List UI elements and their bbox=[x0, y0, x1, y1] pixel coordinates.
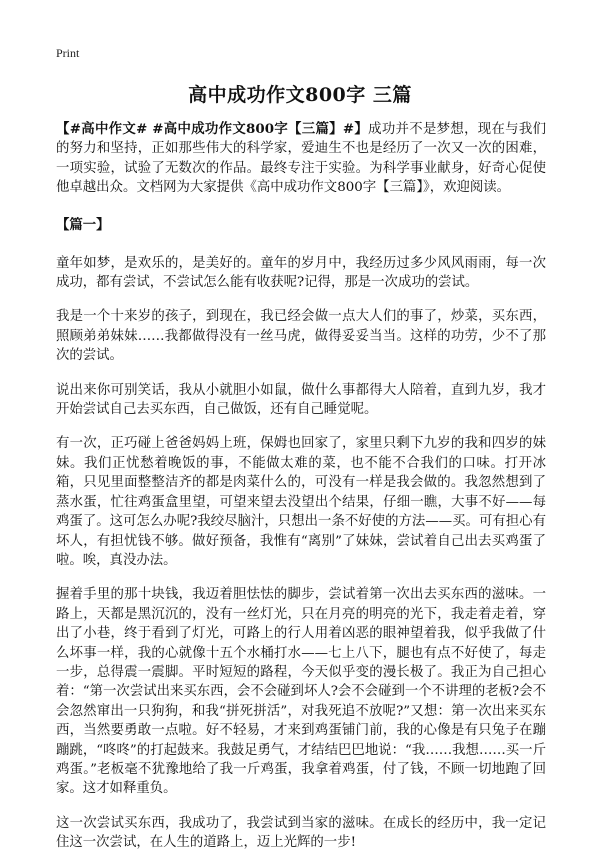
intro-paragraph bbox=[56, 120, 546, 198]
article-body bbox=[56, 120, 546, 868]
print-label: Print bbox=[56, 46, 80, 60]
page-title: 高中成功作文800字 三篇 bbox=[188, 84, 412, 106]
paragraph-6: 这一次尝试买东西，我成功了，我尝试到当家的滋味。在成长的经历中，我一定记住这一次尝试，在人生的道路上，迈上光辉的一步! bbox=[56, 815, 546, 851]
intro-lead: 【#高中作文# #高中成功作文800字【三篇】#】 bbox=[56, 121, 369, 137]
section-heading: 【篇一】 bbox=[56, 216, 110, 233]
intro-text: 成功并不是梦想，现在与我们的努力和坚持，正如那些伟大的科学家，爱迪生不也是经历了一次又一次的困难，一项实验，试验了无数次的作品。最终专注于实验。为科学事业献身，好奇心促使他卓越出众。文档网为大家提供《高中成功作文800字【三篇】》，欢迎阅读。 bbox=[56, 122, 546, 196]
paragraph-4: 有一次，正巧碰上爸爸妈妈上班，保姆也回家了，家里只剩下九岁的我和四岁的妹妹。我们正忧愁着晚饭的事，不能做太难的菜，也不能不合我们的口味。打开冰箱，只见里面整整洁齐的都是肉菜什么的，可没有一样是我会做的。我忽然想到了蒸水蛋，忙往鸡蛋盒里望，可望来望去没望出个结果，仔细一瞧，大事不好——每鸡蛋了。这可怎么办呢?我绞尽脑汁，只想出一条不好使的方法——买。可有担心有坏人，有担忧钱不够。做好预备，我惟有“离别”了妹妹，尝试着自己出去买鸡蛋了啦。唉，真没办法。 bbox=[56, 436, 546, 568]
paragraph-3: 说出来你可别笑话，我从小就胆小如鼠，做什么事都得大人陪着，直到九岁，我才开始尝试自己去买东西，自己做饭，还有自己睡觉呢。 bbox=[56, 382, 546, 418]
paragraph-5: 握着手里的那十块钱，我迈着胆怯怯的脚步，尝试着第一次出去买东西的滋味。一路上，天都是黑沉沉的，没有一丝灯光，只在月亮的明亮的光下，我走着走着，穿出了小巷，终于看到了灯光，可路上的行人用着凶恶的眼神望着我，似乎我做了什么坏事一样，我的心就像十五个水桶打水——七上八下，腿也有点不好使了，每走一步，总得震一震脚。平时短短的路程，今天似乎变的漫长极了。我正为自己担心着：“第一次尝试出来买东西，会不会碰到坏人?会不会碰到一个不讲理的老板?会不会忽然窜出一只狗狗，和我“拼死拼活”，对我死追不放呢?”又想：第一次出来买东西，当然要勇敢一点啦。好不轻易，才来到鸡蛋铺门前，我的心像是有只兔子在蹦蹦跳，“咚咚”的打起鼓来。我鼓足勇气，才结结巴巴地说：“我……我想……买一斤鸡蛋。”老板毫不犹豫地给了我一斤鸡蛋，我拿着鸡蛋，付了钱，不顾一切地跑了回家。这才如释重负。 bbox=[56, 587, 546, 797]
paragraph-1: 童年如梦，是欢乐的，是美好的。童年的岁月中，我经历过多少风风雨雨，每一次成功，都有尝试，不尝试怎么能有收获呢?记得，那是一次成功的尝试。 bbox=[56, 255, 546, 291]
paragraph-2: 我是一个十来岁的孩子，到现在，我已经会做一点大人们的事了，炒菜，买东西，照顾弟弟妹妹……我都做得没有一丝马虎，做得妥妥当当。这样的功劳，少不了那次的尝试。 bbox=[56, 309, 546, 364]
